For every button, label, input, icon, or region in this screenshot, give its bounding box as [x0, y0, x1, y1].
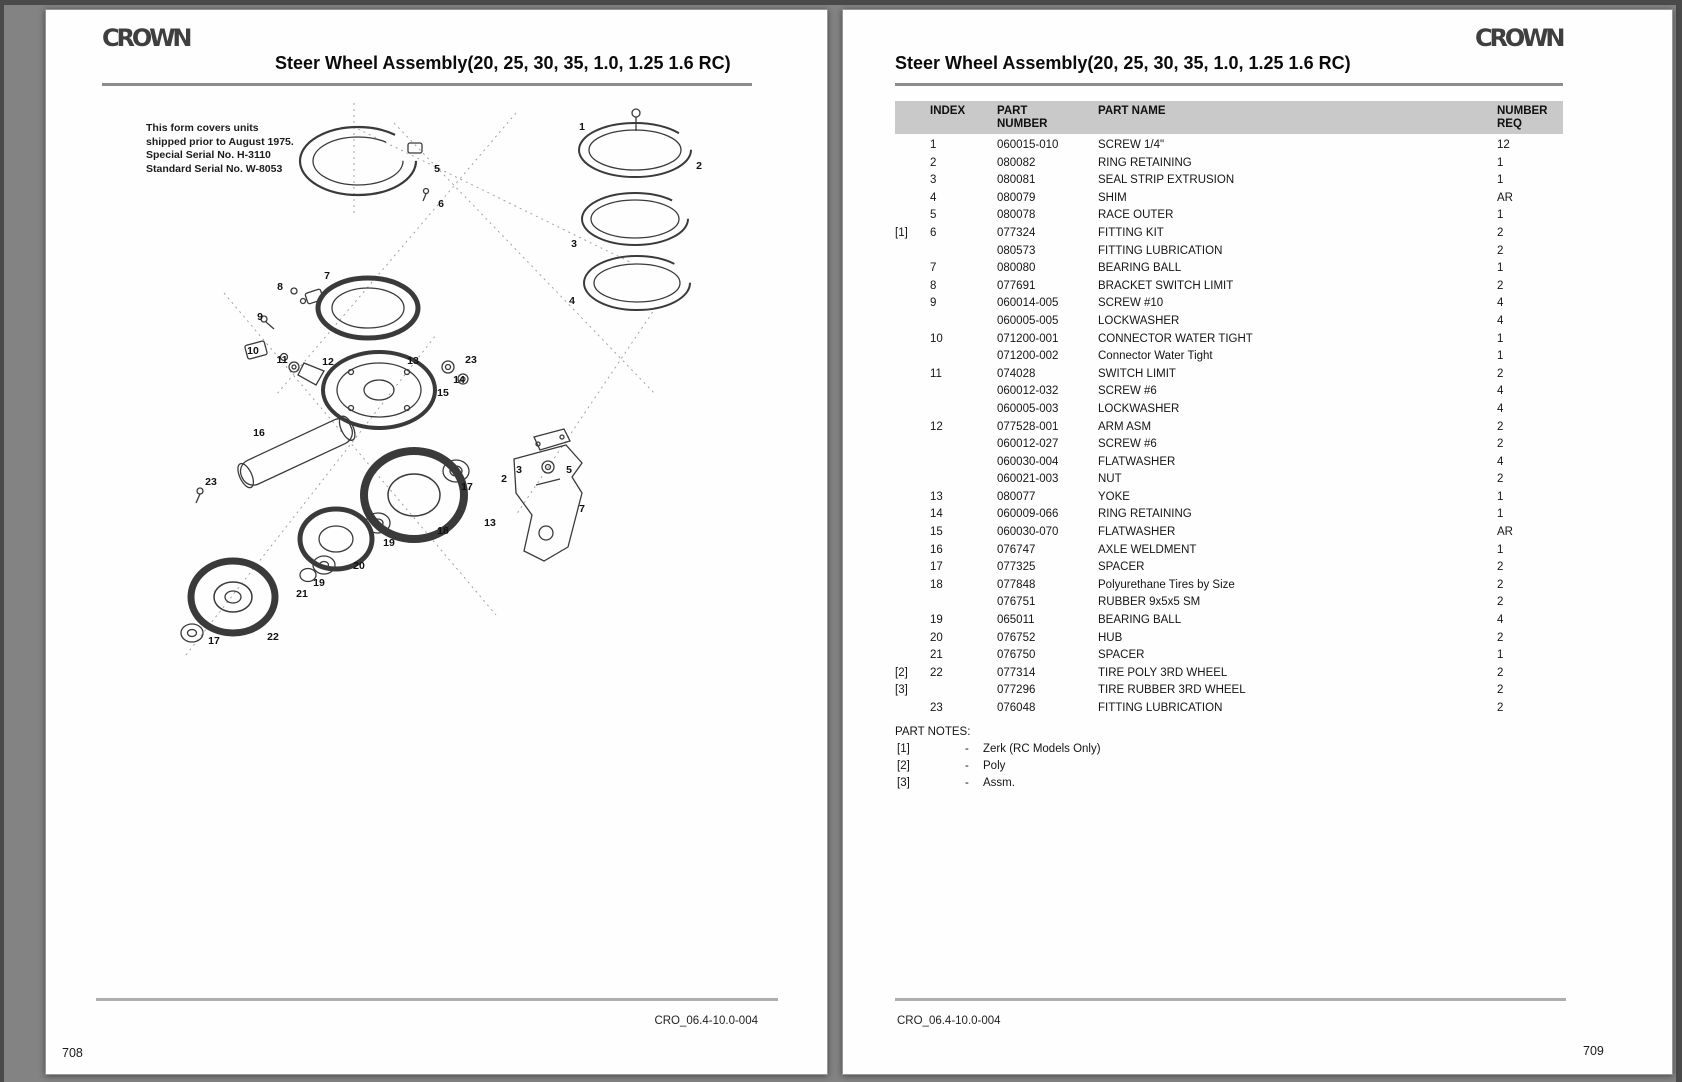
- part-sketch-axle: [235, 414, 358, 490]
- cell-number-req: 2: [1497, 473, 1504, 486]
- page-title: Steer Wheel Assembly(20, 25, 30, 35, 1.0, 1.25 1.6 RC): [275, 53, 731, 73]
- cell-note: [895, 419, 930, 437]
- cell-part-name: FITTING KIT: [1098, 226, 1164, 239]
- cell-index: 21: [930, 649, 943, 662]
- note-dash: -: [965, 743, 969, 755]
- cell-part-name: SEAL STRIP EXTRUSION: [1098, 174, 1235, 187]
- cell-part-number: 060021-003: [997, 473, 1059, 486]
- table-row: [895, 278, 1563, 296]
- cell-number-req: 2: [1497, 279, 1504, 292]
- footer-rule: [96, 998, 778, 1001]
- title-rule: [102, 83, 752, 86]
- cell-index: [930, 594, 997, 612]
- cell-number-req: 2: [1497, 226, 1504, 239]
- cell-part-name: SCREW #6: [1098, 385, 1157, 398]
- cell-part-name: HUB: [1098, 631, 1123, 644]
- crown-logo: [1475, 24, 1571, 52]
- diagram-callout-number: 19: [383, 537, 395, 549]
- table-row: [895, 630, 1563, 648]
- table-header: [895, 101, 1563, 134]
- table-row: [895, 137, 1563, 155]
- diagram-note-line: Special Serial No. H-3110: [146, 149, 271, 161]
- cell-part-number: 076747: [997, 543, 1036, 556]
- cell-index: [930, 383, 997, 401]
- diagram-callout-number: 5: [434, 163, 440, 175]
- note-text: Assm.: [983, 777, 1015, 789]
- cell-index: [930, 243, 997, 261]
- cell-number-req: 1: [1497, 332, 1504, 345]
- cell-part-number: 060030-004: [997, 455, 1059, 468]
- cell-number-req: 2: [1497, 702, 1504, 714]
- diagram-callout-number: 13: [407, 355, 419, 367]
- cell-part-number: 077691: [997, 279, 1036, 292]
- cell-part-name: FITTING LUBRICATION: [1098, 702, 1223, 714]
- cell-number-req: 1: [1497, 174, 1504, 187]
- col-index: INDEX: [930, 105, 966, 117]
- diagram-callout-number: 9: [257, 311, 263, 323]
- diagram-callout-number: 1: [579, 121, 585, 133]
- part-sketch-small-hardware: [245, 316, 299, 372]
- cell-note: [895, 700, 930, 718]
- cell-note: [895, 647, 930, 665]
- diagram-callout-number: 20: [353, 560, 365, 572]
- cell-part-number: 071200-002: [997, 350, 1059, 363]
- cell-note: [895, 207, 930, 225]
- cell-part-name: BEARING BALL: [1098, 614, 1182, 627]
- diagram-callout-number: 21: [296, 588, 308, 600]
- table-row: [895, 612, 1563, 630]
- diagram-callout-number: 3: [571, 238, 577, 250]
- cell-index: 11: [930, 367, 942, 380]
- cell-index: 3: [930, 174, 937, 187]
- diagram-callout-number: 5: [566, 464, 572, 476]
- cell-index: [930, 313, 997, 331]
- cell-part-number: 060012-032: [997, 385, 1059, 398]
- table-row: [895, 454, 1563, 472]
- cell-note: [895, 278, 930, 296]
- cell-number-req: 2: [1497, 561, 1504, 574]
- footer-rule: [895, 998, 1566, 1001]
- cell-note: [895, 243, 930, 261]
- cell-part-number: 060014-005: [997, 297, 1059, 310]
- table-row: [895, 436, 1563, 454]
- cell-number-req: 4: [1497, 314, 1504, 327]
- diagram-callout-number: 4: [569, 295, 575, 307]
- cell-part-name: SCREW 1/4": [1098, 139, 1165, 151]
- part-note-row: [897, 743, 1101, 755]
- cell-number-req: 2: [1497, 367, 1504, 380]
- diagram-callout-number: 13: [484, 517, 496, 529]
- cell-index: 1: [930, 139, 937, 151]
- cell-part-name: SPACER: [1098, 649, 1145, 662]
- cell-index: 19: [930, 614, 943, 627]
- cell-index: 8: [930, 279, 937, 292]
- cell-index: 22: [930, 666, 943, 679]
- cell-note: [895, 524, 930, 542]
- cell-note: [895, 137, 930, 155]
- cell-note: [895, 190, 930, 208]
- cell-part-number: 076751: [997, 596, 1036, 609]
- table-row: [895, 577, 1563, 595]
- col-number-req: NUMBER REQ: [1497, 105, 1548, 130]
- cell-note: [3]: [895, 684, 908, 697]
- table-row: [895, 401, 1563, 419]
- diagram-callout-number: 18: [437, 525, 449, 537]
- cell-part-name: FLATWASHER: [1098, 526, 1176, 539]
- diagram-callout-number: 8: [277, 281, 283, 293]
- table-row: [895, 348, 1563, 366]
- cell-number-req: 1: [1497, 649, 1504, 662]
- diagram-callout-number: 22: [267, 631, 279, 643]
- cell-number-req: 2: [1497, 631, 1504, 644]
- cell-number-req: 1: [1497, 490, 1504, 503]
- table-row: [895, 594, 1563, 612]
- cell-part-name: LOCKWASHER: [1098, 402, 1180, 415]
- cell-number-req: 1: [1497, 262, 1504, 275]
- cell-part-name: BEARING BALL: [1098, 262, 1182, 275]
- cell-part-name: NUT: [1098, 473, 1122, 486]
- cell-number-req: 2: [1497, 666, 1504, 679]
- cell-part-name: Polyurethane Tires by Size: [1098, 578, 1235, 591]
- cell-index: 7: [930, 262, 937, 275]
- cell-part-name: SHIM: [1098, 191, 1127, 204]
- part-sketch-race-ring: [300, 127, 429, 201]
- cell-part-number: 080077: [997, 490, 1036, 503]
- cell-index: [930, 682, 997, 700]
- cell-note: [895, 436, 930, 454]
- viewer-edge: [1676, 0, 1682, 1082]
- cell-index: 13: [930, 490, 943, 503]
- crown-logo: [102, 24, 198, 52]
- note-ref: [2]: [897, 760, 910, 772]
- table-row: [895, 190, 1563, 208]
- cell-note: [895, 594, 930, 612]
- cell-index: 20: [930, 631, 943, 644]
- cell-number-req: 4: [1497, 385, 1504, 398]
- cell-part-number: 060012-027: [997, 438, 1059, 451]
- part-note-row: [897, 760, 1005, 772]
- cell-part-number: 077325: [997, 561, 1036, 574]
- page-number: 708: [62, 1046, 83, 1060]
- cell-number-req: 1: [1497, 209, 1504, 222]
- cell-index: 15: [930, 526, 943, 539]
- note-text: Poly: [983, 760, 1006, 772]
- cell-index: 4: [930, 191, 937, 204]
- doc-code: CRO_06.4-10.0-004: [654, 1015, 758, 1027]
- cell-index: 17: [930, 561, 943, 574]
- parts-table-body: [895, 137, 1563, 718]
- cell-number-req: 12: [1497, 139, 1510, 151]
- cell-part-name: RUBBER 9x5x5 SM: [1098, 596, 1201, 609]
- col-note: [895, 105, 930, 134]
- table-row: [895, 295, 1563, 313]
- cell-part-number: 077314: [997, 666, 1036, 679]
- part-sketch-yoke: [514, 429, 582, 561]
- cell-number-req: AR: [1497, 526, 1513, 539]
- col-part-name: PART NAME: [1098, 105, 1166, 117]
- cell-part-name: RING RETAINING: [1098, 156, 1192, 169]
- cell-number-req: 4: [1497, 297, 1504, 310]
- page-left: [45, 9, 828, 1075]
- table-row: [895, 331, 1563, 349]
- cell-part-name: SWITCH LIMIT: [1098, 367, 1176, 380]
- cell-part-name: FITTING LUBRICATION: [1098, 244, 1223, 257]
- col-part-number: PART NUMBER: [997, 105, 1048, 130]
- table-row: [895, 647, 1563, 665]
- note-ref: [1]: [897, 743, 910, 755]
- cell-part-number: 060015-010: [997, 139, 1059, 151]
- cell-index: 14: [930, 508, 943, 521]
- cell-index: 6: [930, 226, 937, 239]
- cell-index: [930, 436, 997, 454]
- table-row: [895, 383, 1563, 401]
- cell-number-req: 2: [1497, 596, 1504, 609]
- cell-part-number: 060009-066: [997, 508, 1059, 521]
- diagram-callout-number: 16: [253, 427, 265, 439]
- cell-number-req: AR: [1497, 191, 1513, 204]
- table-row: [895, 155, 1563, 173]
- cell-note: [895, 542, 930, 560]
- diagram-note-line: Standard Serial No. W-8053: [146, 162, 283, 175]
- cell-part-name: AXLE WELDMENT: [1098, 543, 1197, 556]
- cell-part-name: SCREW #6: [1098, 438, 1157, 451]
- part-sketch-zerk-stem: [196, 494, 200, 503]
- cell-part-name: RACE OUTER: [1098, 209, 1174, 222]
- cell-part-number: 076750: [997, 649, 1036, 662]
- note-dash: -: [965, 760, 969, 772]
- crown-logo-text: CROWN: [1475, 24, 1565, 52]
- cell-part-number: 065011: [997, 614, 1035, 627]
- cell-index: 9: [930, 297, 937, 310]
- part-note-row: [897, 777, 1015, 789]
- cell-part-name: RING RETAINING: [1098, 508, 1192, 521]
- cell-part-number: 071200-001: [997, 332, 1059, 345]
- cell-index: [930, 454, 997, 472]
- cell-index: 2: [930, 156, 937, 169]
- cell-part-number: 080081: [997, 174, 1036, 187]
- cell-note: [895, 559, 930, 577]
- diagram-callout-number: 23: [205, 476, 217, 488]
- cell-part-number: 080079: [997, 191, 1036, 204]
- diagram-drawing: [96, 95, 786, 875]
- cell-index: [930, 401, 997, 419]
- cell-note: [895, 383, 930, 401]
- cell-part-number: 074028: [997, 367, 1036, 380]
- part-sketch-seal-ring: [582, 193, 688, 245]
- table-row: [895, 313, 1563, 331]
- doc-code: CRO_06.4-10.0-004: [897, 1015, 1001, 1027]
- note-ref: [3]: [897, 777, 910, 789]
- cell-part-number: 060005-003: [997, 402, 1059, 415]
- cell-part-name: TIRE POLY 3RD WHEEL: [1098, 666, 1228, 679]
- cell-number-req: 1: [1497, 508, 1504, 521]
- diagram-note: [146, 122, 294, 176]
- cell-index: [930, 471, 997, 489]
- table-row: [895, 542, 1563, 560]
- table-row: [895, 243, 1563, 261]
- cell-note: [895, 471, 930, 489]
- cell-number-req: 2: [1497, 684, 1504, 697]
- diagram-callout-number: 23: [465, 354, 477, 366]
- page-number: 709: [1583, 1044, 1604, 1058]
- cell-part-name: SCREW #10: [1098, 297, 1164, 310]
- title-rule: [895, 83, 1563, 86]
- cell-note: [895, 260, 930, 278]
- cell-number-req: 4: [1497, 614, 1504, 627]
- table-row: [895, 682, 1563, 700]
- page-right: [842, 9, 1673, 1075]
- crown-logo-text: CROWN: [102, 24, 192, 52]
- diagram-callout-number: 7: [579, 503, 585, 515]
- cell-note: [895, 612, 930, 630]
- part-sketch-bearing-ring: [291, 278, 418, 338]
- cell-index: 16: [930, 543, 943, 556]
- table-row: [895, 260, 1563, 278]
- cell-note: [895, 172, 930, 190]
- cell-note: [895, 454, 930, 472]
- cell-part-number: 080078: [997, 209, 1036, 222]
- diagram-callout-number: 12: [322, 356, 334, 368]
- cell-part-name: ARM ASM: [1098, 420, 1152, 433]
- table-row: [895, 366, 1563, 384]
- diagram-callout-number: 11: [276, 354, 288, 366]
- cell-part-number: 060005-005: [997, 314, 1059, 327]
- table-row: [895, 506, 1563, 524]
- diagram-callout-number: 17: [461, 481, 473, 493]
- diagram-callout-number: 7: [324, 270, 330, 282]
- cell-part-name: SPACER: [1098, 561, 1145, 574]
- table-row: [895, 524, 1563, 542]
- part-sketch-zerk-fitting: [197, 488, 203, 494]
- diagram-callout-number: 10: [247, 345, 259, 357]
- cell-note: [895, 401, 930, 419]
- cell-number-req: 2: [1497, 578, 1504, 591]
- table-row: [895, 700, 1563, 718]
- table-row: [895, 225, 1563, 243]
- cell-note: [895, 348, 930, 366]
- diagram-note-line: shipped prior to August 1975.: [146, 135, 294, 148]
- part-sketch-wheel-small: [181, 561, 275, 642]
- cell-note: [895, 155, 930, 173]
- cell-number-req: 2: [1497, 438, 1504, 451]
- cell-index: 23: [930, 702, 943, 714]
- cell-part-name: TIRE RUBBER 3RD WHEEL: [1098, 684, 1246, 697]
- cell-number-req: 1: [1497, 543, 1504, 556]
- cell-part-name: FLATWASHER: [1098, 455, 1176, 468]
- cell-part-name: LOCKWASHER: [1098, 314, 1180, 327]
- diagram-note-line: This form covers units: [146, 122, 259, 134]
- cell-note: [1]: [895, 226, 908, 239]
- note-text: Zerk (RC Models Only): [983, 743, 1101, 755]
- cell-part-name: CONNECTOR WATER TIGHT: [1098, 332, 1253, 345]
- cell-note: [895, 630, 930, 648]
- table-row: [895, 207, 1563, 225]
- cell-number-req: 2: [1497, 420, 1504, 433]
- table-row: [895, 419, 1563, 437]
- cell-number-req: 4: [1497, 455, 1504, 468]
- cell-note: [895, 331, 930, 349]
- cell-number-req: 4: [1497, 402, 1504, 415]
- diagram-callout-number: 17: [208, 635, 220, 647]
- cell-note: [895, 313, 930, 331]
- cell-index: 10: [930, 332, 943, 345]
- cell-part-number: 077528-001: [997, 420, 1059, 433]
- part-sketch-tire-large: [364, 451, 469, 539]
- diagram-callout-number: 15: [437, 387, 449, 399]
- note-dash: -: [965, 777, 969, 789]
- viewer-edge: [0, 0, 4, 1082]
- diagram-callout-number: 3: [516, 464, 522, 476]
- cell-note: [895, 506, 930, 524]
- cell-part-number: 076752: [997, 631, 1036, 644]
- part-sketch-arm-assembly: [298, 352, 468, 428]
- table-row: [895, 489, 1563, 507]
- viewer-edge: [0, 0, 1682, 5]
- diagram-callout-number: 2: [501, 473, 507, 485]
- cell-index: 5: [930, 209, 937, 222]
- cell-part-number: 080573: [997, 244, 1036, 257]
- cell-note: [895, 295, 930, 313]
- construction-lines: [186, 103, 656, 655]
- cell-index: 18: [930, 578, 943, 591]
- cell-part-number: 060030-070: [997, 526, 1059, 539]
- diagram-callout-number: 6: [438, 198, 444, 210]
- part-sketch-retaining-ring-1: [579, 109, 691, 177]
- cell-index: 12: [930, 420, 943, 433]
- part-sketch-shim-ring: [584, 256, 690, 310]
- part-notes-label: PART NOTES:: [895, 726, 971, 738]
- diagram-callout-number: 14: [453, 374, 465, 386]
- table-row: [895, 559, 1563, 577]
- cell-part-name: BRACKET SWITCH LIMIT: [1098, 279, 1234, 292]
- exploded-view-diagram: [96, 95, 786, 875]
- cell-number-req: 1: [1497, 156, 1504, 169]
- cell-part-number: 077324: [997, 226, 1036, 239]
- cell-note: [895, 489, 930, 507]
- page-title: Steer Wheel Assembly(20, 25, 30, 35, 1.0, 1.25 1.6 RC): [895, 53, 1351, 73]
- cell-note: [2]: [895, 666, 908, 679]
- cell-part-number: 080080: [997, 262, 1036, 275]
- cell-part-number: 080082: [997, 156, 1036, 169]
- cell-part-number: 076048: [997, 702, 1036, 714]
- cell-part-number: 077296: [997, 684, 1036, 697]
- cell-note: [895, 366, 930, 384]
- table-row: [895, 172, 1563, 190]
- table-row: [895, 665, 1563, 683]
- cell-note: [895, 577, 930, 595]
- cell-number-req: 1: [1497, 350, 1504, 363]
- cell-part-number: 077848: [997, 578, 1036, 591]
- diagram-callout-number: 2: [696, 160, 702, 172]
- cell-part-name: Connector Water Tight: [1098, 350, 1213, 363]
- cell-part-name: YOKE: [1098, 490, 1130, 503]
- diagram-callout-number: 19: [313, 577, 325, 589]
- cell-number-req: 2: [1497, 244, 1504, 257]
- cell-index: [930, 348, 997, 366]
- table-row: [895, 471, 1563, 489]
